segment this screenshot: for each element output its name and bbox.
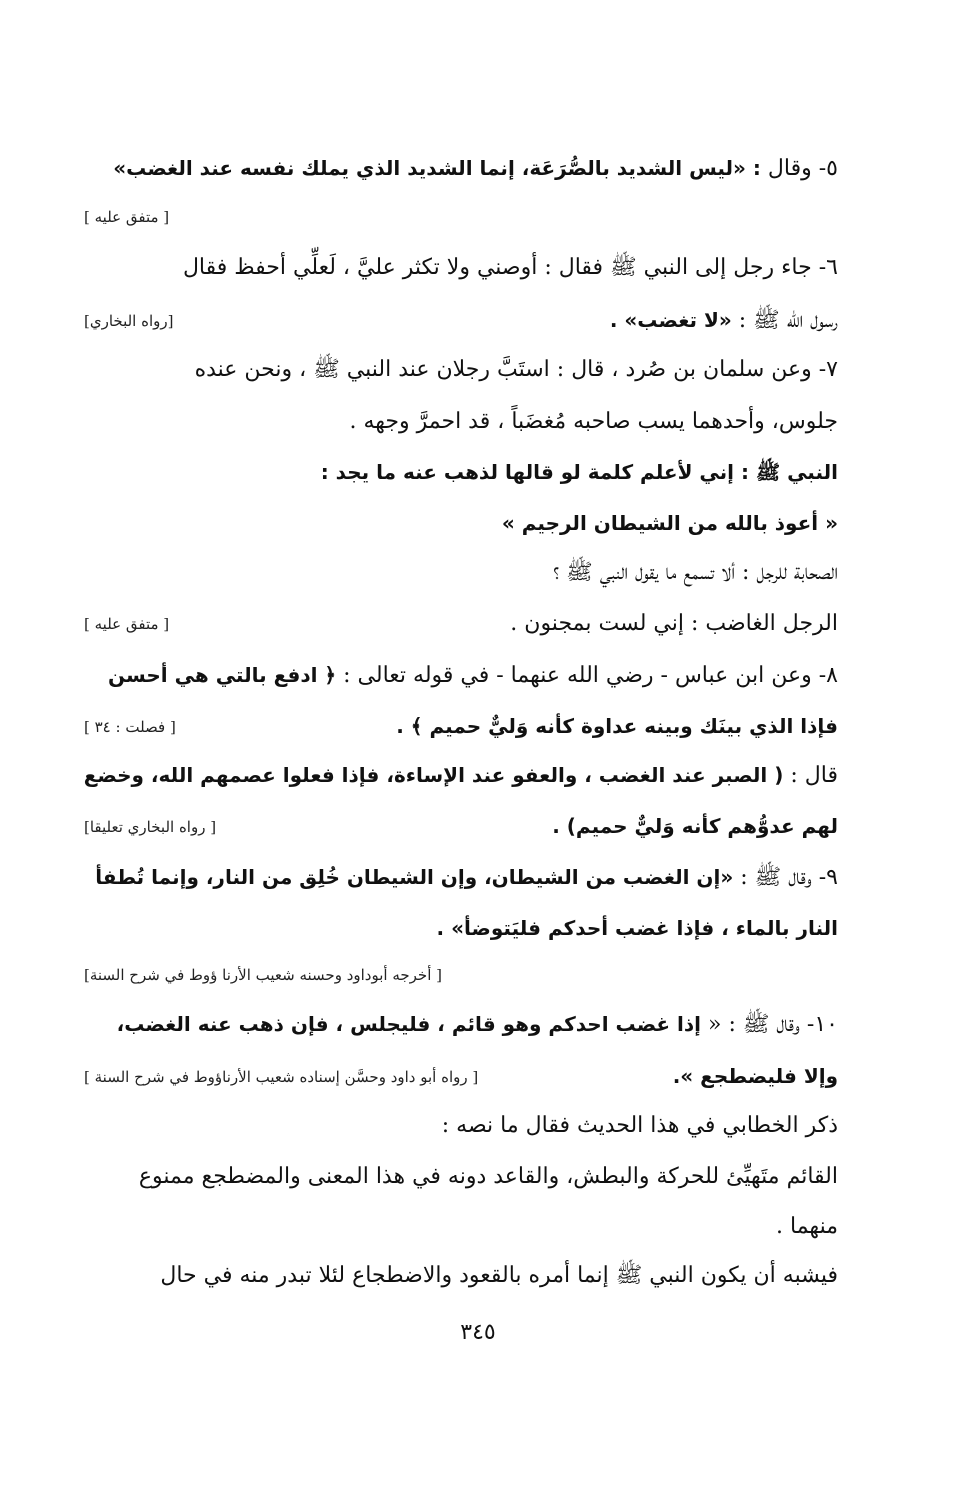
hadith-text: إذا غضب احدكم وهو قائم ، فليجلس ، فإن ذهب عنه الغضب، xyxy=(116,1012,702,1036)
plain-text: ذكر الخطابي في هذا الحديث فقال ما نصه : xyxy=(441,1113,838,1138)
citation-ref: [ متفق عليه ] xyxy=(84,615,170,633)
line-text xyxy=(396,706,838,747)
text-line xyxy=(84,553,838,593)
line-text xyxy=(553,553,838,593)
hadith-text: النار بالماء ، فإذا غضب أحدكم فليَتوضأ» . xyxy=(436,916,838,940)
citation-ref: [ رواه أبو داود وحسَّن إسناده شعيب الأرناؤوط في شرح السنة ] xyxy=(84,1067,479,1086)
text-line xyxy=(84,806,838,847)
text-line xyxy=(84,503,838,544)
page-number: ٣٤٥ xyxy=(460,1320,496,1345)
line-text xyxy=(610,300,838,341)
plain-text: ١٠- وقال ﷺ : « xyxy=(701,1012,838,1037)
text-line xyxy=(84,1157,838,1197)
line-text xyxy=(349,402,838,442)
line-text xyxy=(113,148,838,189)
plain-text: منهما . xyxy=(776,1214,838,1239)
line-text xyxy=(117,1004,838,1045)
text-line xyxy=(84,604,838,644)
text-line xyxy=(84,248,838,288)
line-text xyxy=(108,655,838,696)
text-line xyxy=(84,148,838,189)
plain-text: الرجل الغاضب : إني لست بمجنون . xyxy=(510,611,838,636)
plain-text: القائم متَهيِّئ للحركة والبطش، والقاعد دونه في هذا المعنى والمضطجع ممنوع xyxy=(138,1164,838,1189)
plain-text: ٦- جاء رجل إلى النبي ﷺ فقال : أوصني ولا تكثر عليَّ ، لَعلِّي أحفظ فقال xyxy=(182,255,838,280)
text-line xyxy=(84,955,838,995)
plain-text: رسول الله ﷺ : xyxy=(731,308,838,333)
text-line xyxy=(84,1004,838,1045)
citation-ref: [ أخرجه أبوداود وحسنه شعيب الأرنا ؤوط في شرح السنة] xyxy=(84,966,442,984)
text-line xyxy=(84,755,838,796)
text-line xyxy=(84,1056,838,1097)
line-text xyxy=(139,1157,838,1197)
line-text xyxy=(437,908,838,949)
text-line xyxy=(84,300,838,341)
text-line xyxy=(84,908,838,949)
citation-ref: [ فصلت : ٣٤ ] xyxy=(84,717,176,736)
citation-ref: [ متفق عليه ] xyxy=(84,208,170,226)
text-line xyxy=(84,1106,838,1146)
plain-text: فيشبه أن يكون النبي ﷺ إنما أمره بالقعود والاضطجاع لئلا تبدر منه في حال xyxy=(160,1263,838,1288)
citation-ref: [ رواه البخاري تعليقا] xyxy=(84,817,217,836)
line-text xyxy=(776,1207,838,1247)
line-text xyxy=(673,1056,838,1097)
plain-text: جلوس، وأحدهما يسب صاحبه مُغضَباً ، قد احمرَّ وجهه . xyxy=(349,409,838,434)
hadith-text: النبي ﷺ : إني لأعلم كلمة لو قالها لذهب عنه ما يجد : xyxy=(320,460,838,484)
text-line xyxy=(84,655,838,696)
line-text xyxy=(552,806,838,847)
line-text xyxy=(84,755,838,796)
hadith-text: فإذا الذي بينَك وبينه عداوة كأنه وَليٌّ حميم ﴾ . xyxy=(396,714,838,738)
line-text xyxy=(95,857,838,898)
text-line xyxy=(84,197,838,237)
text-line xyxy=(84,452,838,493)
plain-text: قال : xyxy=(783,763,838,788)
line-text xyxy=(160,1256,838,1296)
hadith-text: «إن الغضب من الشيطان، وإن الشيطان خُلِق من النار، وإنما تُطفأ xyxy=(95,865,734,889)
plain-text: ٥- وقال xyxy=(760,156,838,181)
hadith-text: : «ليس الشديد بالصُّرَعَة، إنما الشديد الذي يملك نفسه عند الغضب» xyxy=(113,156,761,180)
text-line xyxy=(84,706,838,747)
citation-ref: [رواه البخاري] xyxy=(84,311,174,330)
line-text xyxy=(195,350,838,390)
line-text xyxy=(321,452,838,493)
hadith-text: وإلا فليضطجع ». xyxy=(672,1064,838,1088)
hadith-text: لهم عدوُّهم كأنه وَليٌّ حميم) . xyxy=(552,814,838,838)
plain-text: ٩- وقال ﷺ : xyxy=(733,865,838,890)
line-text xyxy=(442,1106,838,1146)
text-line xyxy=(84,1256,838,1296)
plain-text: الصحابة للرجل : ألا تسمع ما يقول النبي ﷺ ؟ xyxy=(553,560,838,585)
plain-text: ٧- وعن سلمان بن صُرد ، قال : استَبَّ رجلان عند النبي ﷺ ، ونحن عنده xyxy=(194,357,838,382)
hadith-text: ﴿ ادفع بالتي هي أحسن xyxy=(108,663,337,687)
text-line xyxy=(84,402,838,442)
plain-text: ٨- وعن ابن عباس - رضي الله عنهما - في قوله تعالى : xyxy=(336,663,838,688)
line-text xyxy=(510,604,838,644)
hadith-text: « أعوذ بالله من الشيطان الرجيم » xyxy=(501,511,838,535)
line-text xyxy=(502,503,838,544)
hadith-text: «لا تغضب» . xyxy=(609,308,732,332)
text-line xyxy=(84,350,838,390)
text-line xyxy=(84,1207,838,1247)
line-text xyxy=(183,248,838,288)
hadith-text: ( الصبر عند الغضب ، والعفو عند الإساءة، فإذا فعلوا عصمهم الله، وخضع xyxy=(83,763,784,787)
text-line xyxy=(84,857,838,898)
